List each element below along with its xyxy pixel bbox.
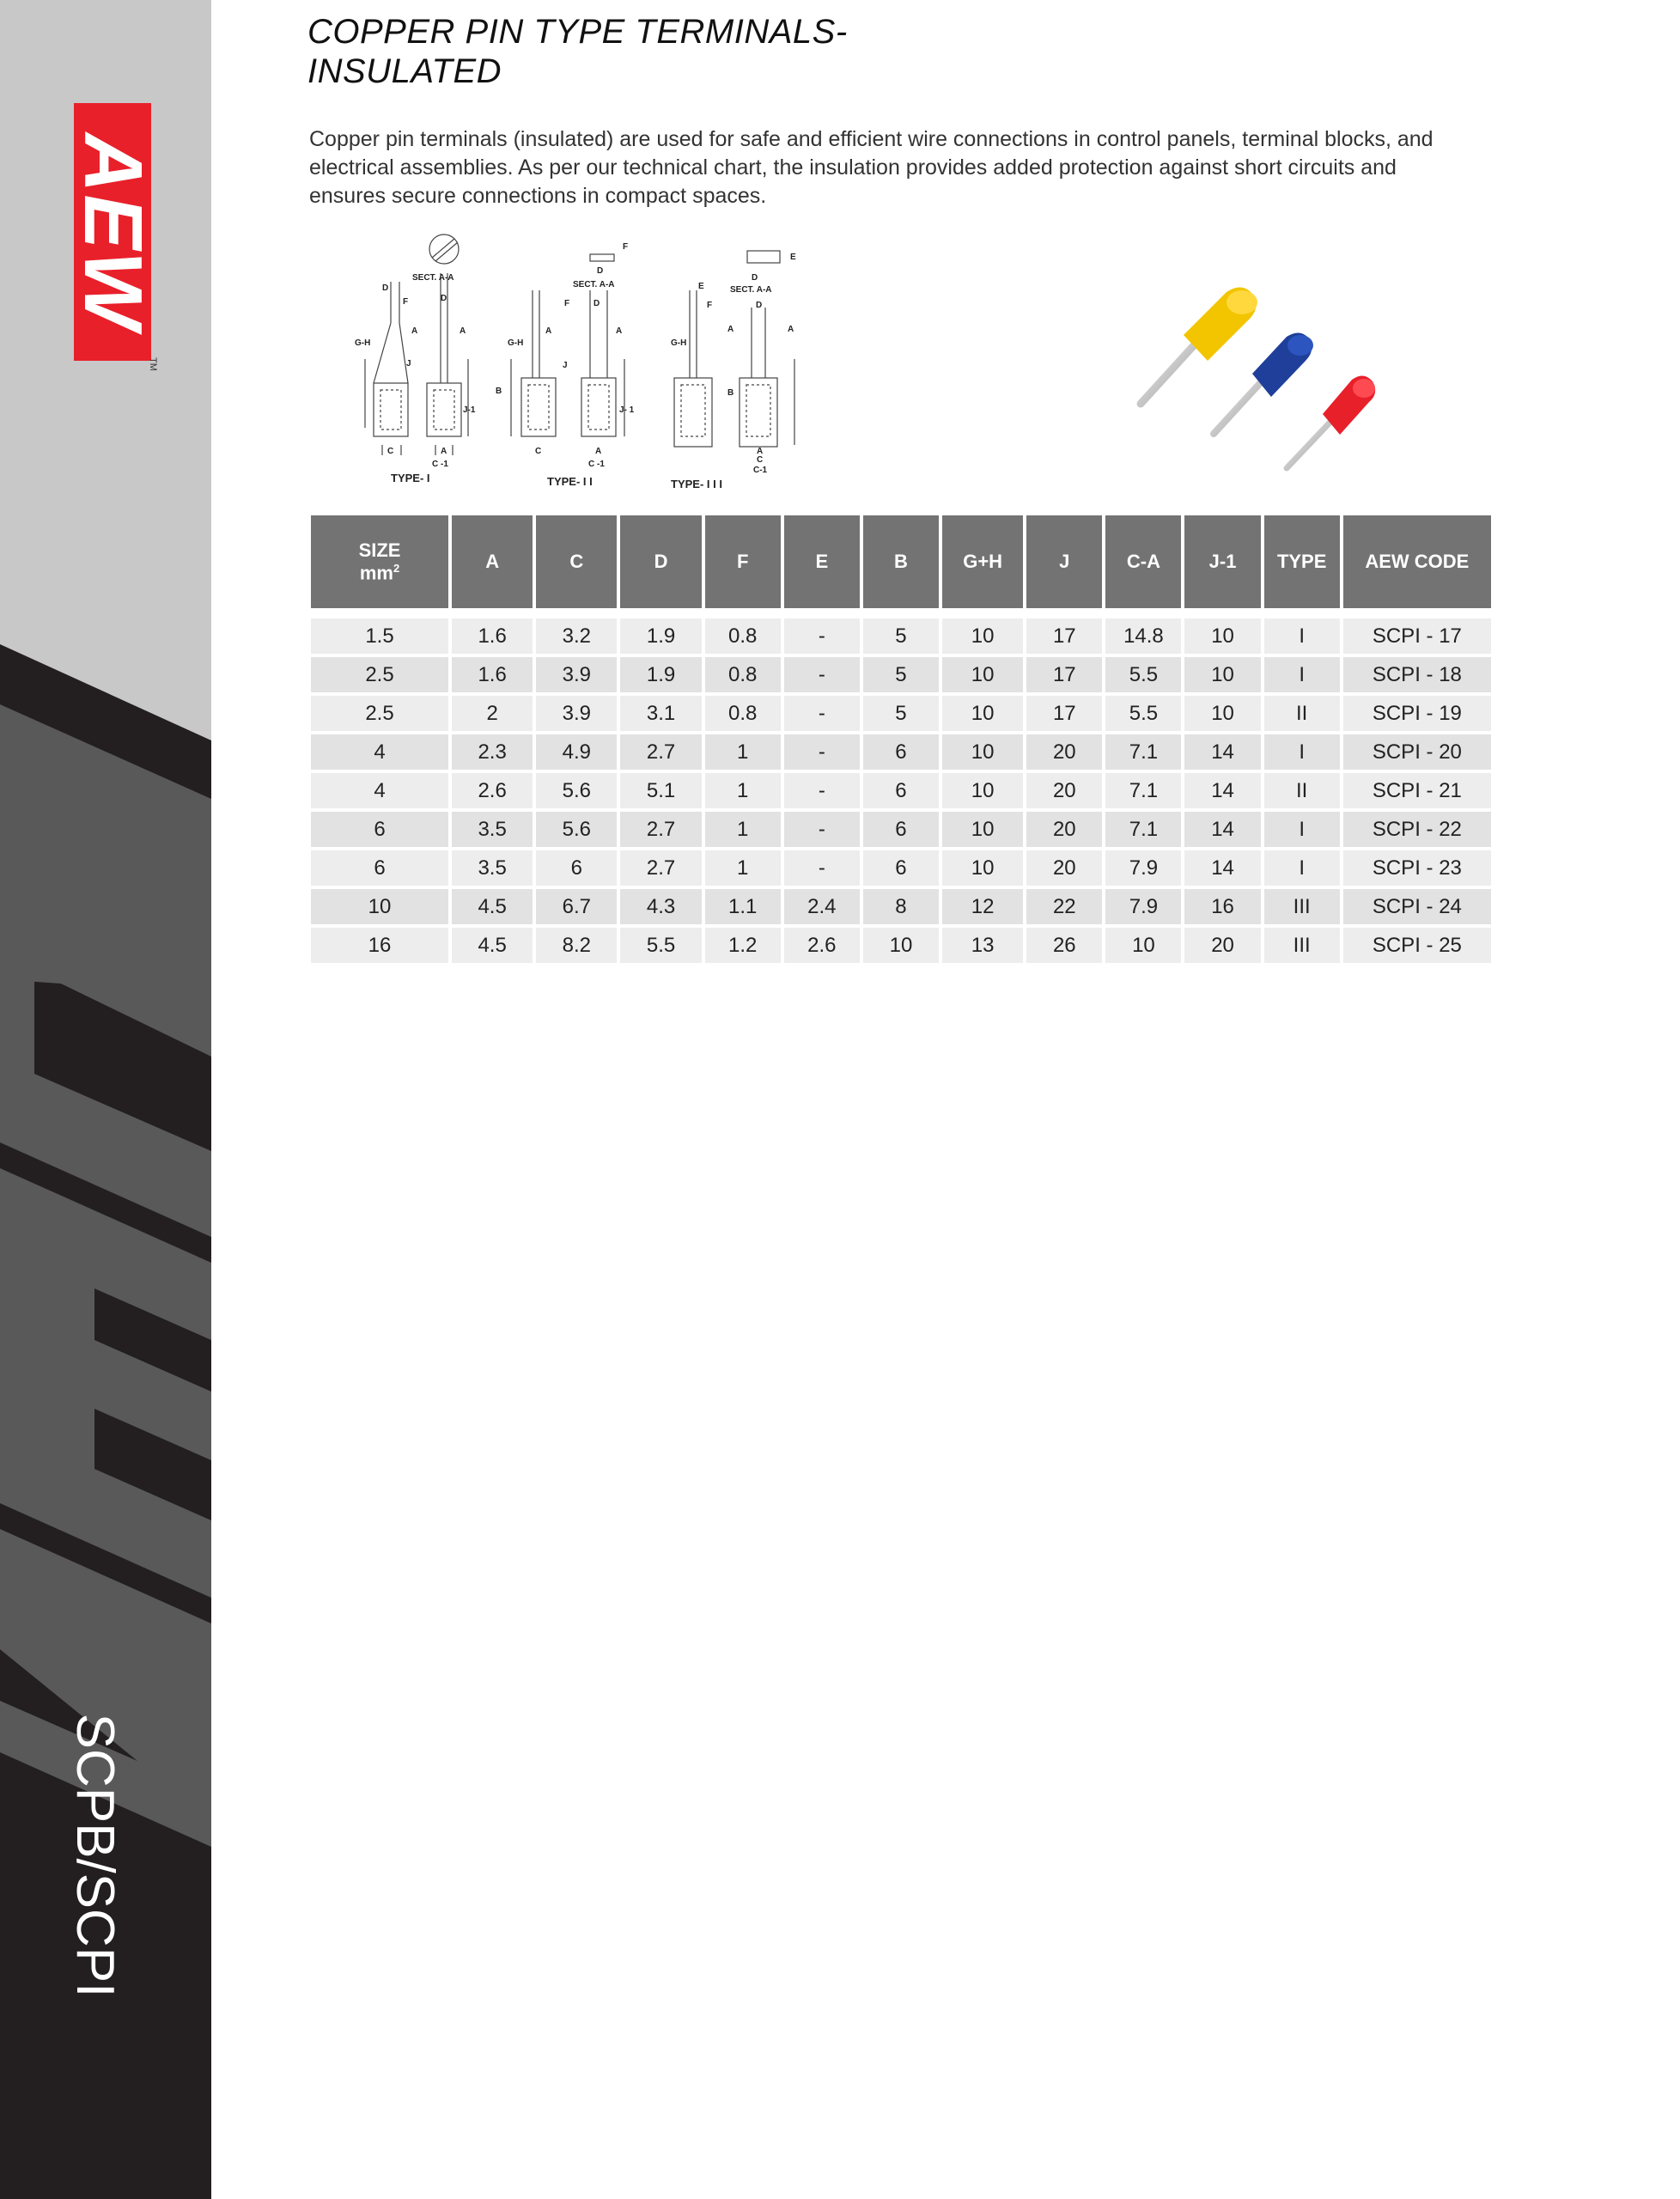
table-cell: I — [1264, 654, 1340, 692]
table-cell: 7.1 — [1105, 808, 1181, 847]
table-cell: 10 — [942, 731, 1023, 770]
table-cell: III — [1264, 886, 1340, 924]
brand-sidebar — [0, 0, 211, 2199]
svg-text:J- 1: J- 1 — [619, 405, 635, 415]
svg-text:D: D — [756, 301, 763, 310]
table-cell: 1.9 — [620, 615, 701, 654]
svg-text:A: A — [411, 326, 418, 336]
table-cell: 5.6 — [536, 808, 617, 847]
table-cell: 6 — [863, 847, 939, 886]
terminal-dimension-diagram — [339, 230, 855, 496]
col-header-j1: J-1 — [1184, 515, 1260, 608]
table-cell: SCPI - 19 — [1343, 692, 1491, 731]
title-line-2: INSULATED — [307, 52, 502, 90]
table-cell: 7.9 — [1105, 847, 1181, 886]
svg-text:G-H: G-H — [355, 338, 371, 348]
table-cell: - — [784, 808, 860, 847]
table-row — [311, 770, 1491, 808]
table-cell: 4 — [311, 731, 448, 770]
svg-text:A: A — [595, 447, 602, 456]
svg-text:A: A — [788, 325, 794, 334]
table-cell: 17 — [1026, 692, 1102, 731]
svg-text:F: F — [403, 297, 409, 307]
svg-text:D: D — [593, 299, 600, 308]
table-cell: I — [1264, 808, 1340, 847]
table-cell: 10 — [942, 847, 1023, 886]
table-cell: 4.5 — [452, 886, 533, 924]
terminal-product-photo — [1132, 275, 1407, 481]
col-header-c: C — [536, 515, 617, 608]
table-cell: 5.5 — [1105, 692, 1181, 731]
table-cell: 2.5 — [311, 654, 448, 692]
table-cell: III — [1264, 924, 1340, 963]
table-cell: SCPI - 18 — [1343, 654, 1491, 692]
table-cell: 16 — [311, 924, 448, 963]
type-1-drawing — [365, 235, 468, 455]
table-cell: 20 — [1026, 808, 1102, 847]
svg-text:A: A — [460, 326, 466, 336]
table-cell: 16 — [1184, 886, 1260, 924]
table-cell: 7.1 — [1105, 770, 1181, 808]
table-cell: - — [784, 692, 860, 731]
table-cell: 4.3 — [620, 886, 701, 924]
table-cell: 10 — [942, 654, 1023, 692]
table-cell: SCPI - 22 — [1343, 808, 1491, 847]
table-cell: 6 — [863, 770, 939, 808]
table-cell: 10 — [942, 770, 1023, 808]
logo-text: AEW — [67, 133, 159, 331]
table-cell: 1.9 — [620, 654, 701, 692]
table-cell: I — [1264, 615, 1340, 654]
red-terminal — [1287, 375, 1375, 468]
type-3-drawing — [674, 251, 794, 447]
table-cell: 3.2 — [536, 615, 617, 654]
table-cell: 14 — [1184, 770, 1260, 808]
table-cell: 2.6 — [784, 924, 860, 963]
table-cell: 0.8 — [705, 692, 781, 731]
col-header-b: B — [863, 515, 939, 608]
table-cell: 5 — [863, 615, 939, 654]
section-label-3: SECT. A-A — [730, 285, 772, 295]
spec-table-body — [311, 608, 1491, 963]
blue-terminal — [1214, 332, 1313, 434]
col-header-d: D — [620, 515, 701, 608]
table-cell: 20 — [1184, 924, 1260, 963]
table-cell: 4.9 — [536, 731, 617, 770]
svg-text:G-H: G-H — [671, 338, 687, 348]
table-spacer — [311, 608, 1491, 615]
table-cell: 7.9 — [1105, 886, 1181, 924]
table-row — [311, 808, 1491, 847]
table-cell: II — [1264, 770, 1340, 808]
section-label-1: SECT. A-A — [412, 273, 454, 283]
table-cell: 8 — [863, 886, 939, 924]
col-header-ca: C-A — [1105, 515, 1181, 608]
table-cell: 10 — [942, 692, 1023, 731]
table-cell: 2.6 — [452, 770, 533, 808]
table-cell: - — [784, 731, 860, 770]
table-cell: 2.7 — [620, 847, 701, 886]
table-cell: 10 — [311, 886, 448, 924]
svg-text:A: A — [545, 326, 552, 336]
table-row — [311, 924, 1491, 963]
intro-paragraph: Copper pin terminals (insulated) are used for safe and efficient wire connections in control panels, terminal blocks, and electrical assemblies. As per our technical chart, the insulation provides added protection against short circuits and ensures secure connections in compact spaces. — [309, 127, 1433, 208]
table-cell: 8.2 — [536, 924, 617, 963]
table-cell: 14.8 — [1105, 615, 1181, 654]
table-cell: 3.5 — [452, 847, 533, 886]
table-cell: 20 — [1026, 770, 1102, 808]
table-cell: I — [1264, 847, 1340, 886]
table-cell: 1.1 — [705, 886, 781, 924]
table-cell: - — [784, 615, 860, 654]
table-cell: 2.5 — [311, 692, 448, 731]
table-row — [311, 654, 1491, 692]
table-cell: 6 — [311, 847, 448, 886]
col-header-type: TYPE — [1264, 515, 1340, 608]
section-label-2: SECT. A-A — [573, 280, 615, 289]
table-cell: 14 — [1184, 731, 1260, 770]
table-cell: 2 — [452, 692, 533, 731]
aew-logo — [67, 103, 159, 361]
type-2-label: TYPE- I I — [547, 475, 593, 488]
svg-text:D: D — [597, 266, 604, 276]
table-row — [311, 847, 1491, 886]
svg-text:D: D — [382, 283, 389, 293]
table-cell: 3.1 — [620, 692, 701, 731]
table-cell: 6 — [311, 808, 448, 847]
table-cell: 3.5 — [452, 808, 533, 847]
table-cell: I — [1264, 731, 1340, 770]
svg-text:F: F — [623, 242, 629, 252]
svg-text:D: D — [752, 273, 758, 283]
col-header-aew-code: AEW CODE — [1343, 515, 1491, 608]
table-cell: 6.7 — [536, 886, 617, 924]
table-cell: 20 — [1026, 731, 1102, 770]
table-cell: 7.1 — [1105, 731, 1181, 770]
svg-text:E: E — [698, 282, 704, 291]
svg-text:C -1: C -1 — [432, 460, 448, 469]
table-cell: 14 — [1184, 847, 1260, 886]
series-code: SCPB/SCPI — [65, 1713, 125, 1998]
svg-text:J: J — [406, 359, 411, 369]
svg-text:C: C — [387, 447, 394, 456]
table-cell: 2.7 — [620, 808, 701, 847]
table-cell: 1 — [705, 770, 781, 808]
table-cell: 6 — [536, 847, 617, 886]
table-cell: 5 — [863, 692, 939, 731]
table-cell: 0.8 — [705, 615, 781, 654]
svg-text:A: A — [441, 447, 447, 456]
svg-text:C -1: C -1 — [588, 460, 605, 469]
spec-table — [307, 515, 1494, 963]
table-cell: 1.5 — [311, 615, 448, 654]
table-cell: 10 — [1184, 692, 1260, 731]
svg-text:A: A — [727, 325, 734, 334]
svg-text:G-H: G-H — [508, 338, 524, 348]
type-1-label: TYPE- I — [391, 472, 430, 484]
table-cell: 26 — [1026, 924, 1102, 963]
svg-text:D: D — [441, 294, 447, 303]
table-cell: 10 — [942, 808, 1023, 847]
table-cell: 2.4 — [784, 886, 860, 924]
svg-text:B: B — [496, 387, 502, 396]
type-2-labels — [496, 242, 635, 488]
col-header-j: J — [1026, 515, 1102, 608]
table-row — [311, 886, 1491, 924]
table-cell: 1 — [705, 847, 781, 886]
table-cell: 5.6 — [536, 770, 617, 808]
col-header-size: SIZE $mm^2$ — [311, 515, 448, 608]
yellow-terminal — [1141, 287, 1257, 404]
svg-text:A: A — [616, 326, 623, 336]
svg-text:F: F — [564, 299, 570, 308]
type-3-label: TYPE- I I I — [671, 478, 722, 490]
col-header-gh: G+H — [942, 515, 1023, 608]
svg-text:C: C — [535, 447, 542, 456]
trademark-mark: TM — [147, 357, 158, 371]
table-cell: 10 — [1105, 924, 1181, 963]
svg-text:A: A — [757, 447, 764, 456]
table-cell: 4.5 — [452, 924, 533, 963]
table-cell: 10 — [1184, 615, 1260, 654]
table-cell: 4 — [311, 770, 448, 808]
table-cell: 10 — [863, 924, 939, 963]
table-cell: SCPI - 17 — [1343, 615, 1491, 654]
table-cell: 6 — [863, 731, 939, 770]
table-cell: 20 — [1026, 847, 1102, 886]
table-cell: 17 — [1026, 654, 1102, 692]
table-cell: 14 — [1184, 808, 1260, 847]
table-cell: 10 — [942, 615, 1023, 654]
table-cell: 1.6 — [452, 654, 533, 692]
svg-text:C: C — [757, 455, 764, 465]
table-cell: SCPI - 23 — [1343, 847, 1491, 886]
col-header-a: A — [452, 515, 533, 608]
table-cell: 12 — [942, 886, 1023, 924]
svg-text:F: F — [707, 301, 713, 310]
table-cell: 3.9 — [536, 692, 617, 731]
svg-text:C-1: C-1 — [753, 466, 768, 475]
table-row — [311, 615, 1491, 654]
table-row — [311, 731, 1491, 770]
table-cell: 6 — [863, 808, 939, 847]
table-cell: 22 — [1026, 886, 1102, 924]
table-cell: SCPI - 24 — [1343, 886, 1491, 924]
page-title — [307, 12, 909, 91]
table-cell: 17 — [1026, 615, 1102, 654]
table-cell: 10 — [1184, 654, 1260, 692]
table-cell: 5.5 — [1105, 654, 1181, 692]
table-cell: SCPI - 21 — [1343, 770, 1491, 808]
table-cell: 5.1 — [620, 770, 701, 808]
table-cell: 0.8 — [705, 654, 781, 692]
svg-text:J-1: J-1 — [463, 405, 476, 415]
table-cell: II — [1264, 692, 1340, 731]
table-cell: 3.9 — [536, 654, 617, 692]
table-cell: SCPI - 20 — [1343, 731, 1491, 770]
table-cell: - — [784, 654, 860, 692]
svg-text:J: J — [563, 361, 568, 370]
svg-text:B: B — [727, 388, 734, 398]
table-cell: 2.3 — [452, 731, 533, 770]
table-cell: - — [784, 847, 860, 886]
title-line-1: COPPER PIN TYPE TERMINALS- — [307, 13, 848, 51]
col-header-e: E — [784, 515, 860, 608]
table-cell: 1.6 — [452, 615, 533, 654]
table-cell: SCPI - 25 — [1343, 924, 1491, 963]
table-cell: 1 — [705, 731, 781, 770]
table-cell: 13 — [942, 924, 1023, 963]
table-cell: - — [784, 770, 860, 808]
svg-text:E: E — [790, 253, 796, 262]
table-cell: 1.2 — [705, 924, 781, 963]
table-row — [311, 692, 1491, 731]
type-1-labels — [355, 273, 476, 484]
table-cell: 2.7 — [620, 731, 701, 770]
table-header-row — [311, 515, 1491, 608]
table-cell: 5.5 — [620, 924, 701, 963]
table-cell: 1 — [705, 808, 781, 847]
col-header-f: F — [705, 515, 781, 608]
table-cell: 5 — [863, 654, 939, 692]
